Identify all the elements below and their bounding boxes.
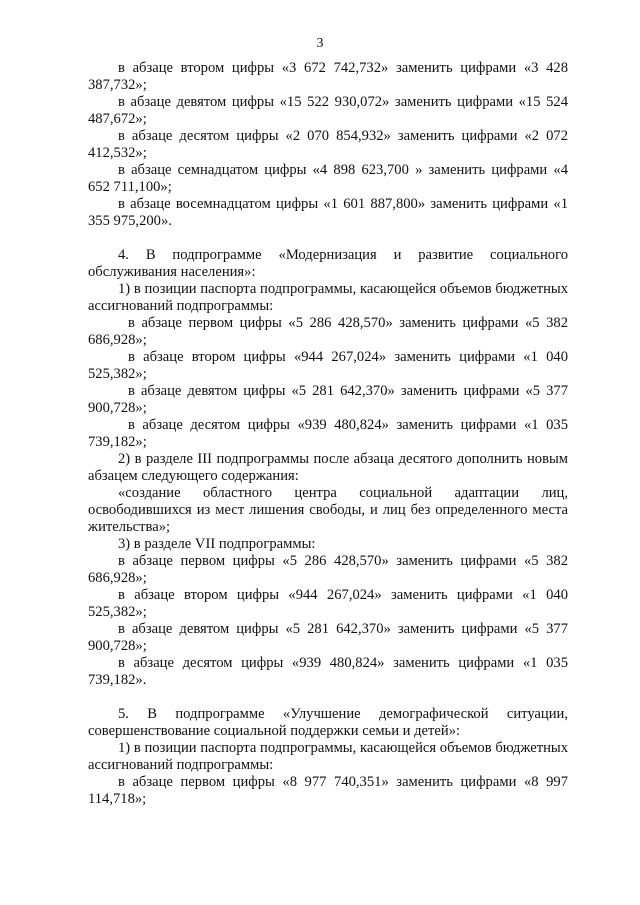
paragraph: 1) в позиции паспорта подпрограммы, касающейся объемов бюджетных ассигнований подпрограммы: [88,740,568,773]
paragraph: в абзаце первом цифры «5 286 428,570» заменить цифрами «5 382 686,928»; [88,315,568,348]
paragraph-gap [88,689,568,706]
paragraph: 2) в разделе III подпрограммы после абзаца десятого дополнить новым абзацем следующего содержания: [88,451,568,484]
paragraph: в абзаце втором цифры «944 267,024» заменить цифрами «1 040 525,382»; [88,587,568,620]
paragraph: в абзаце десятом цифры «939 480,824» заменить цифрами «1 035 739,182». [88,655,568,688]
paragraph: в абзаце девятом цифры «5 281 642,370» заменить цифрами «5 377 900,728»; [88,383,568,416]
paragraph: в абзаце втором цифры «3 672 742,732» заменить цифрами «3 428 387,732»; [88,60,568,93]
paragraph: в абзаце девятом цифры «5 281 642,370» заменить цифрами «5 377 900,728»; [88,621,568,654]
paragraph: в абзаце десятом цифры «939 480,824» заменить цифрами «1 035 739,182»; [88,417,568,450]
paragraph: в абзаце первом цифры «8 977 740,351» заменить цифрами «8 997 114,718»; [88,774,568,807]
paragraph: в абзаце десятом цифры «2 070 854,932» заменить цифрами «2 072 412,532»; [88,128,568,161]
paragraph: в абзаце восемнадцатом цифры «1 601 887,800» заменить цифрами «1 355 975,200». [88,196,568,229]
paragraph-gap [88,230,568,247]
paragraph: в абзаце первом цифры «5 286 428,570» заменить цифрами «5 382 686,928»; [88,553,568,586]
page-number: 3 [316,36,324,51]
paragraph: в абзаце втором цифры «944 267,024» заменить цифрами «1 040 525,382»; [88,349,568,382]
paragraph: «создание областного центра социальной адаптации лиц, освободившихся из мест лишения свободы, и лиц без определенного места жительства»; [88,485,568,535]
paragraph: в абзаце девятом цифры «15 522 930,072» заменить цифрами «15 524 487,672»; [88,94,568,127]
paragraph: 1) в позиции паспорта подпрограммы, касающейся объемов бюджетных ассигнований подпрограммы: [88,281,568,314]
paragraph: 3) в разделе VII подпрограммы: [118,536,316,552]
paragraph: 4. В подпрограмме «Модернизация и развитие социального обслуживания населения»: [88,247,568,280]
paragraph: в абзаце семнадцатом цифры «4 898 623,700 » заменить цифрами «4 652 711,100»; [88,162,568,195]
document-body [88,60,568,808]
paragraph: 5. В подпрограмме «Улучшение демографической ситуации, совершенствование социальной поддержки семьи и детей»: [88,706,568,739]
